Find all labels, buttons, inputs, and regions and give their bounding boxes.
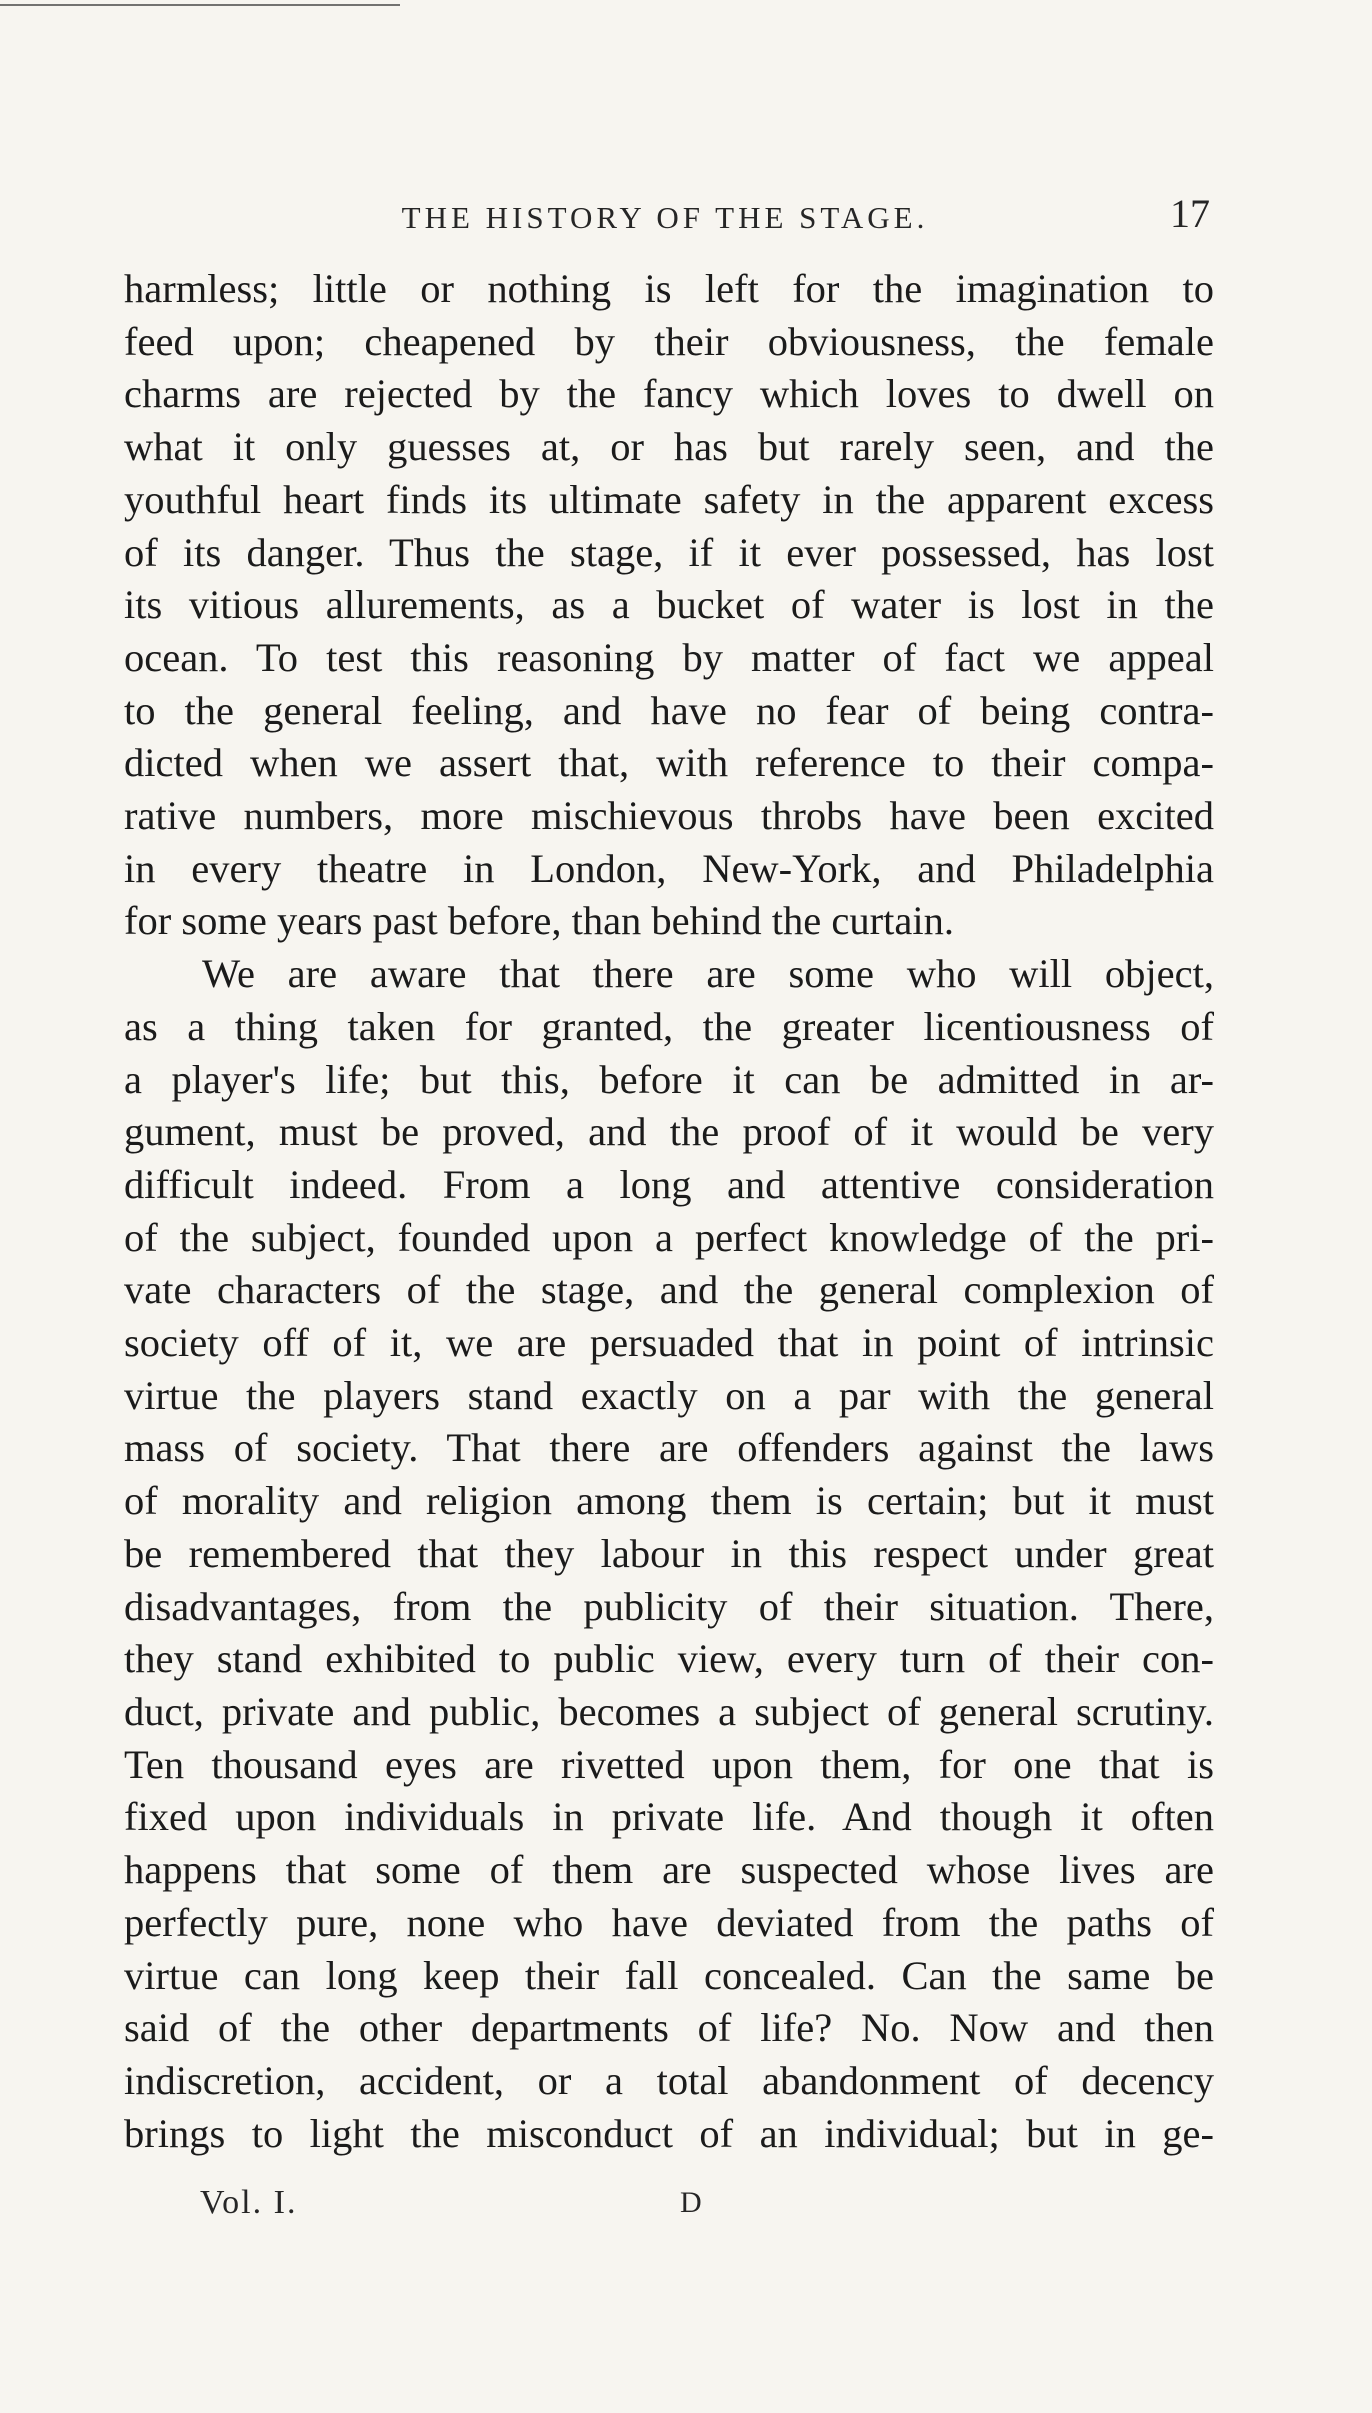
text-line: as a thing taken for granted, the greater licentiousness of bbox=[124, 1003, 1214, 1049]
text-line: said of the other departments of life? No. Now and then bbox=[124, 2005, 1214, 2051]
volume-marker: Vol. I. bbox=[200, 2184, 298, 2221]
text-line: of its danger. Thus the stage, if it ever possessed, has lost bbox=[124, 529, 1214, 575]
page-footer bbox=[200, 2184, 800, 2234]
text-line: they stand exhibited to public view, every turn of their con- bbox=[124, 1636, 1214, 1682]
text-line: harmless; little or nothing is left for the imagination to bbox=[124, 266, 1214, 311]
text-line: difficult indeed. From a long and attentive consideration bbox=[124, 1161, 1214, 1207]
text-line: of morality and religion among them is certain; but it must bbox=[124, 1478, 1214, 1524]
text-line: fixed upon individuals in private life. And though it often bbox=[124, 1794, 1214, 1840]
text-line: charms are rejected by the fancy which loves to dwell on bbox=[124, 371, 1214, 417]
page-number: 17 bbox=[1170, 191, 1210, 236]
paragraph-end-line: for some years past before, than behind the curtain. bbox=[124, 898, 954, 944]
text-line: brings to light the misconduct of an individual; but in ge- bbox=[124, 2110, 1214, 2156]
text-line: society off of it, we are persuaded that in point of intrinsic bbox=[124, 1320, 1214, 1366]
text-line: be remembered that they labour in this respect under great bbox=[124, 1530, 1214, 1576]
paragraph-start-line: We are aware that there are some who will object, bbox=[202, 951, 1214, 997]
text-line: a player's life; but this, before it can be admitted in ar- bbox=[124, 1056, 1214, 1102]
text-line: gument, must be proved, and the proof of it would be very bbox=[124, 1109, 1214, 1155]
text-line: rative numbers, more mischievous throbs have been excited bbox=[124, 793, 1214, 839]
running-title: THE HISTORY OF THE STAGE. bbox=[401, 200, 929, 235]
text-line: youthful heart finds its ultimate safety in the apparent excess bbox=[124, 476, 1214, 522]
text-line: to the general feeling, and have no fear of being contra- bbox=[124, 687, 1214, 733]
signature-mark: D bbox=[680, 2186, 702, 2219]
text-line: perfectly pure, none who have deviated from the paths of bbox=[124, 1899, 1214, 1945]
text-line: virtue can long keep their fall concealed. Can the same be bbox=[124, 1952, 1214, 1998]
top-edge-rule bbox=[0, 4, 400, 6]
text-line: disadvantages, from the publicity of their situation. There, bbox=[124, 1583, 1214, 1629]
text-line: happens that some of them are suspected whose lives are bbox=[124, 1847, 1214, 1893]
text-line: feed upon; cheapened by their obviousness, the female bbox=[124, 318, 1214, 364]
text-line: ocean. To test this reasoning by matter of fact we appeal bbox=[124, 634, 1214, 680]
text-line: what it only guesses at, or has but rarely seen, and the bbox=[124, 424, 1214, 470]
text-line: dicted when we assert that, with reference to their compa- bbox=[124, 740, 1214, 786]
running-head bbox=[120, 190, 1210, 240]
text-line: Ten thousand eyes are rivetted upon them, for one that is bbox=[124, 1741, 1214, 1787]
text-line: vate characters of the stage, and the general complexion of bbox=[124, 1267, 1214, 1313]
text-line: indiscretion, accident, or a total abandonment of decency bbox=[124, 2057, 1214, 2103]
text-line: its vitious allurements, as a bucket of water is lost in the bbox=[124, 582, 1214, 628]
text-line: mass of society. That there are offenders against the laws bbox=[124, 1425, 1214, 1471]
text-line: of the subject, founded upon a perfect knowledge of the pri- bbox=[124, 1214, 1214, 1260]
text-line: in every theatre in London, New-York, and Philadelphia bbox=[124, 845, 1214, 891]
body-text bbox=[124, 263, 1214, 2160]
text-line: duct, private and public, becomes a subject of general scrutiny. bbox=[124, 1688, 1214, 1734]
text-line: virtue the players stand exactly on a par with the general bbox=[124, 1372, 1214, 1418]
